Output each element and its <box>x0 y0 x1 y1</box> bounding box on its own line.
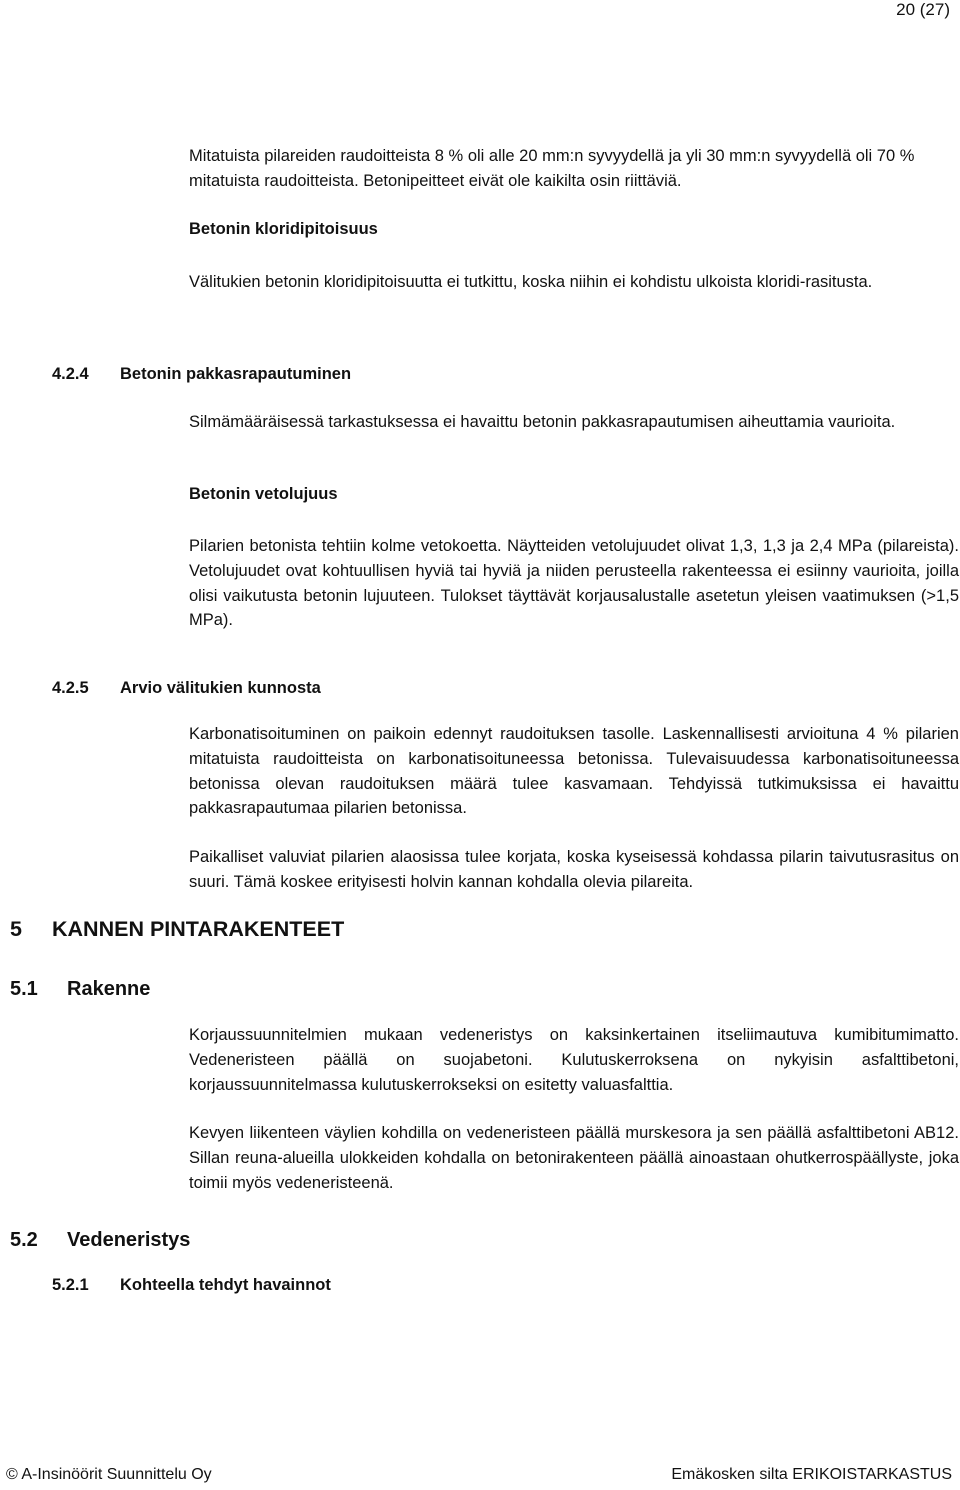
paragraph-rakenne-1 <box>189 1023 959 1097</box>
paragraph-kloridi <box>189 270 959 295</box>
section-number: 5.2 <box>10 1229 38 1251</box>
section-title: Vedeneristys <box>67 1229 191 1251</box>
section-title: Betonin pakkasrapautuminen <box>120 365 352 383</box>
section-heading-5-1 <box>10 978 150 1001</box>
chapter-title: KANNEN PINTARAKENTEET <box>52 917 345 941</box>
section-title: Arvio välitukien kunnosta <box>120 679 321 697</box>
paragraph-text: Mitatuista pilareiden raudoitteista 8 % oli alle 20 mm:n syvyydellä ja yli 30 mm:n syvyydellä oli 70 % mitatuista raudoitteista. Betonipeitteet eivät ole kaikilta osin riittäviä. <box>189 147 915 190</box>
section-number: 5.1 <box>10 978 38 1000</box>
section-title: Rakenne <box>67 978 151 1000</box>
section-heading-4-2-5 <box>52 679 321 698</box>
paragraph-vetolujuus <box>189 534 959 633</box>
chapter-number: 5 <box>10 917 22 941</box>
paragraph-arvio-1 <box>189 722 959 821</box>
paragraph-text: Silmämääräisessä tarkastuksessa ei havaittu betonin pakkasrapautumisen aiheuttamia vaurioita. <box>189 413 896 431</box>
section-number: 5.2.1 <box>52 1276 89 1294</box>
paragraph-text: Välitukien betonin kloridipitoisuutta ei tutkittu, koska niihin ei kohdistu ulkoista kloridi-rasitusta. <box>189 273 873 291</box>
paragraph-text: Korjaussuunnitelmien mukaan vedeneristys on kaksinkertainen itseliimautuva kumibitumimatto. Vedeneristeen päällä on suojabetoni. Kulutuskerroksena on nykyisin asfalttibetoni, korjaussuunnitelmassa kulutuskerrokseksi on esitetty valuasfalttia. <box>189 1026 959 1094</box>
page-number: 20 (27) <box>896 0 950 19</box>
footer-company: © A-Insinöörit Suunnittelu Oy <box>6 1466 212 1483</box>
chapter-heading-5 <box>10 917 344 942</box>
paragraph-mitatuista <box>189 144 959 194</box>
paragraph-text: Pilarien betonista tehtiin kolme vetokoetta. Näytteiden vetolujuudet olivat 1,3, 1,3 ja 2,4 MPa (pilareista). Vetolujuudet ovat kohtuullisen hyviä tai hyviä ja niiden perusteella rakenteessa ei esiinny vaurioita, joilla olisi vaikutusta betonin lujuuteen. Tulokset täyttävät korjausalustalle asetetun yleisen vaatimuksen (>1,5 MPa). <box>189 537 959 630</box>
paragraph-arvio-2 <box>189 845 959 895</box>
section-title: Kohteella tehdyt havainnot <box>120 1276 331 1294</box>
section-heading-4-2-4 <box>52 365 351 384</box>
paragraph-rakenne-2 <box>189 1121 959 1195</box>
section-number: 4.2.4 <box>52 365 89 383</box>
subheading-vetolujuus: Betonin vetolujuus <box>189 485 338 503</box>
section-number: 4.2.5 <box>52 679 89 697</box>
paragraph-text: Karbonatisoituminen on paikoin edennyt raudoituksen tasolle. Laskennallisesti arvioituna 4 % pilarien mitatuista raudoitteista on karbonatisoituneessa betonissa. Tulevaisuudessa karbonatisoituneessa betonissa olevan raudoituksen määrä tulee kasvamaan. Tehdyissä tutkimuksissa ei havaittu pakkasrapautumaa pilarien betonissa. <box>189 725 959 818</box>
paragraph-text: Kevyen liikenteen väylien kohdilla on vedeneristeen päällä murskesora ja sen päällä asfalttibetoni AB12. Sillan reuna-alueilla ulokkeiden kohdalla on betonirakenteen päällä ainoastaan ohutkerrospäällyste, joka toimii myös vedeneristeenä. <box>189 1124 959 1192</box>
paragraph-text: Paikalliset valuviat pilarien alaosissa tulee korjata, koska kyseisessä kohdassa pilarin taivutusrasitus on suuri. Tämä koskee erityisesti holvin kannan kohdalla olevia pilareita. <box>189 848 959 891</box>
paragraph-pakkas <box>189 410 959 435</box>
section-heading-5-2-1 <box>52 1276 331 1295</box>
footer-report-title: Emäkosken silta ERIKOISTARKASTUS <box>671 1466 952 1483</box>
subheading-kloridipitoisuus: Betonin kloridipitoisuus <box>189 220 378 238</box>
section-heading-5-2 <box>10 1229 190 1252</box>
